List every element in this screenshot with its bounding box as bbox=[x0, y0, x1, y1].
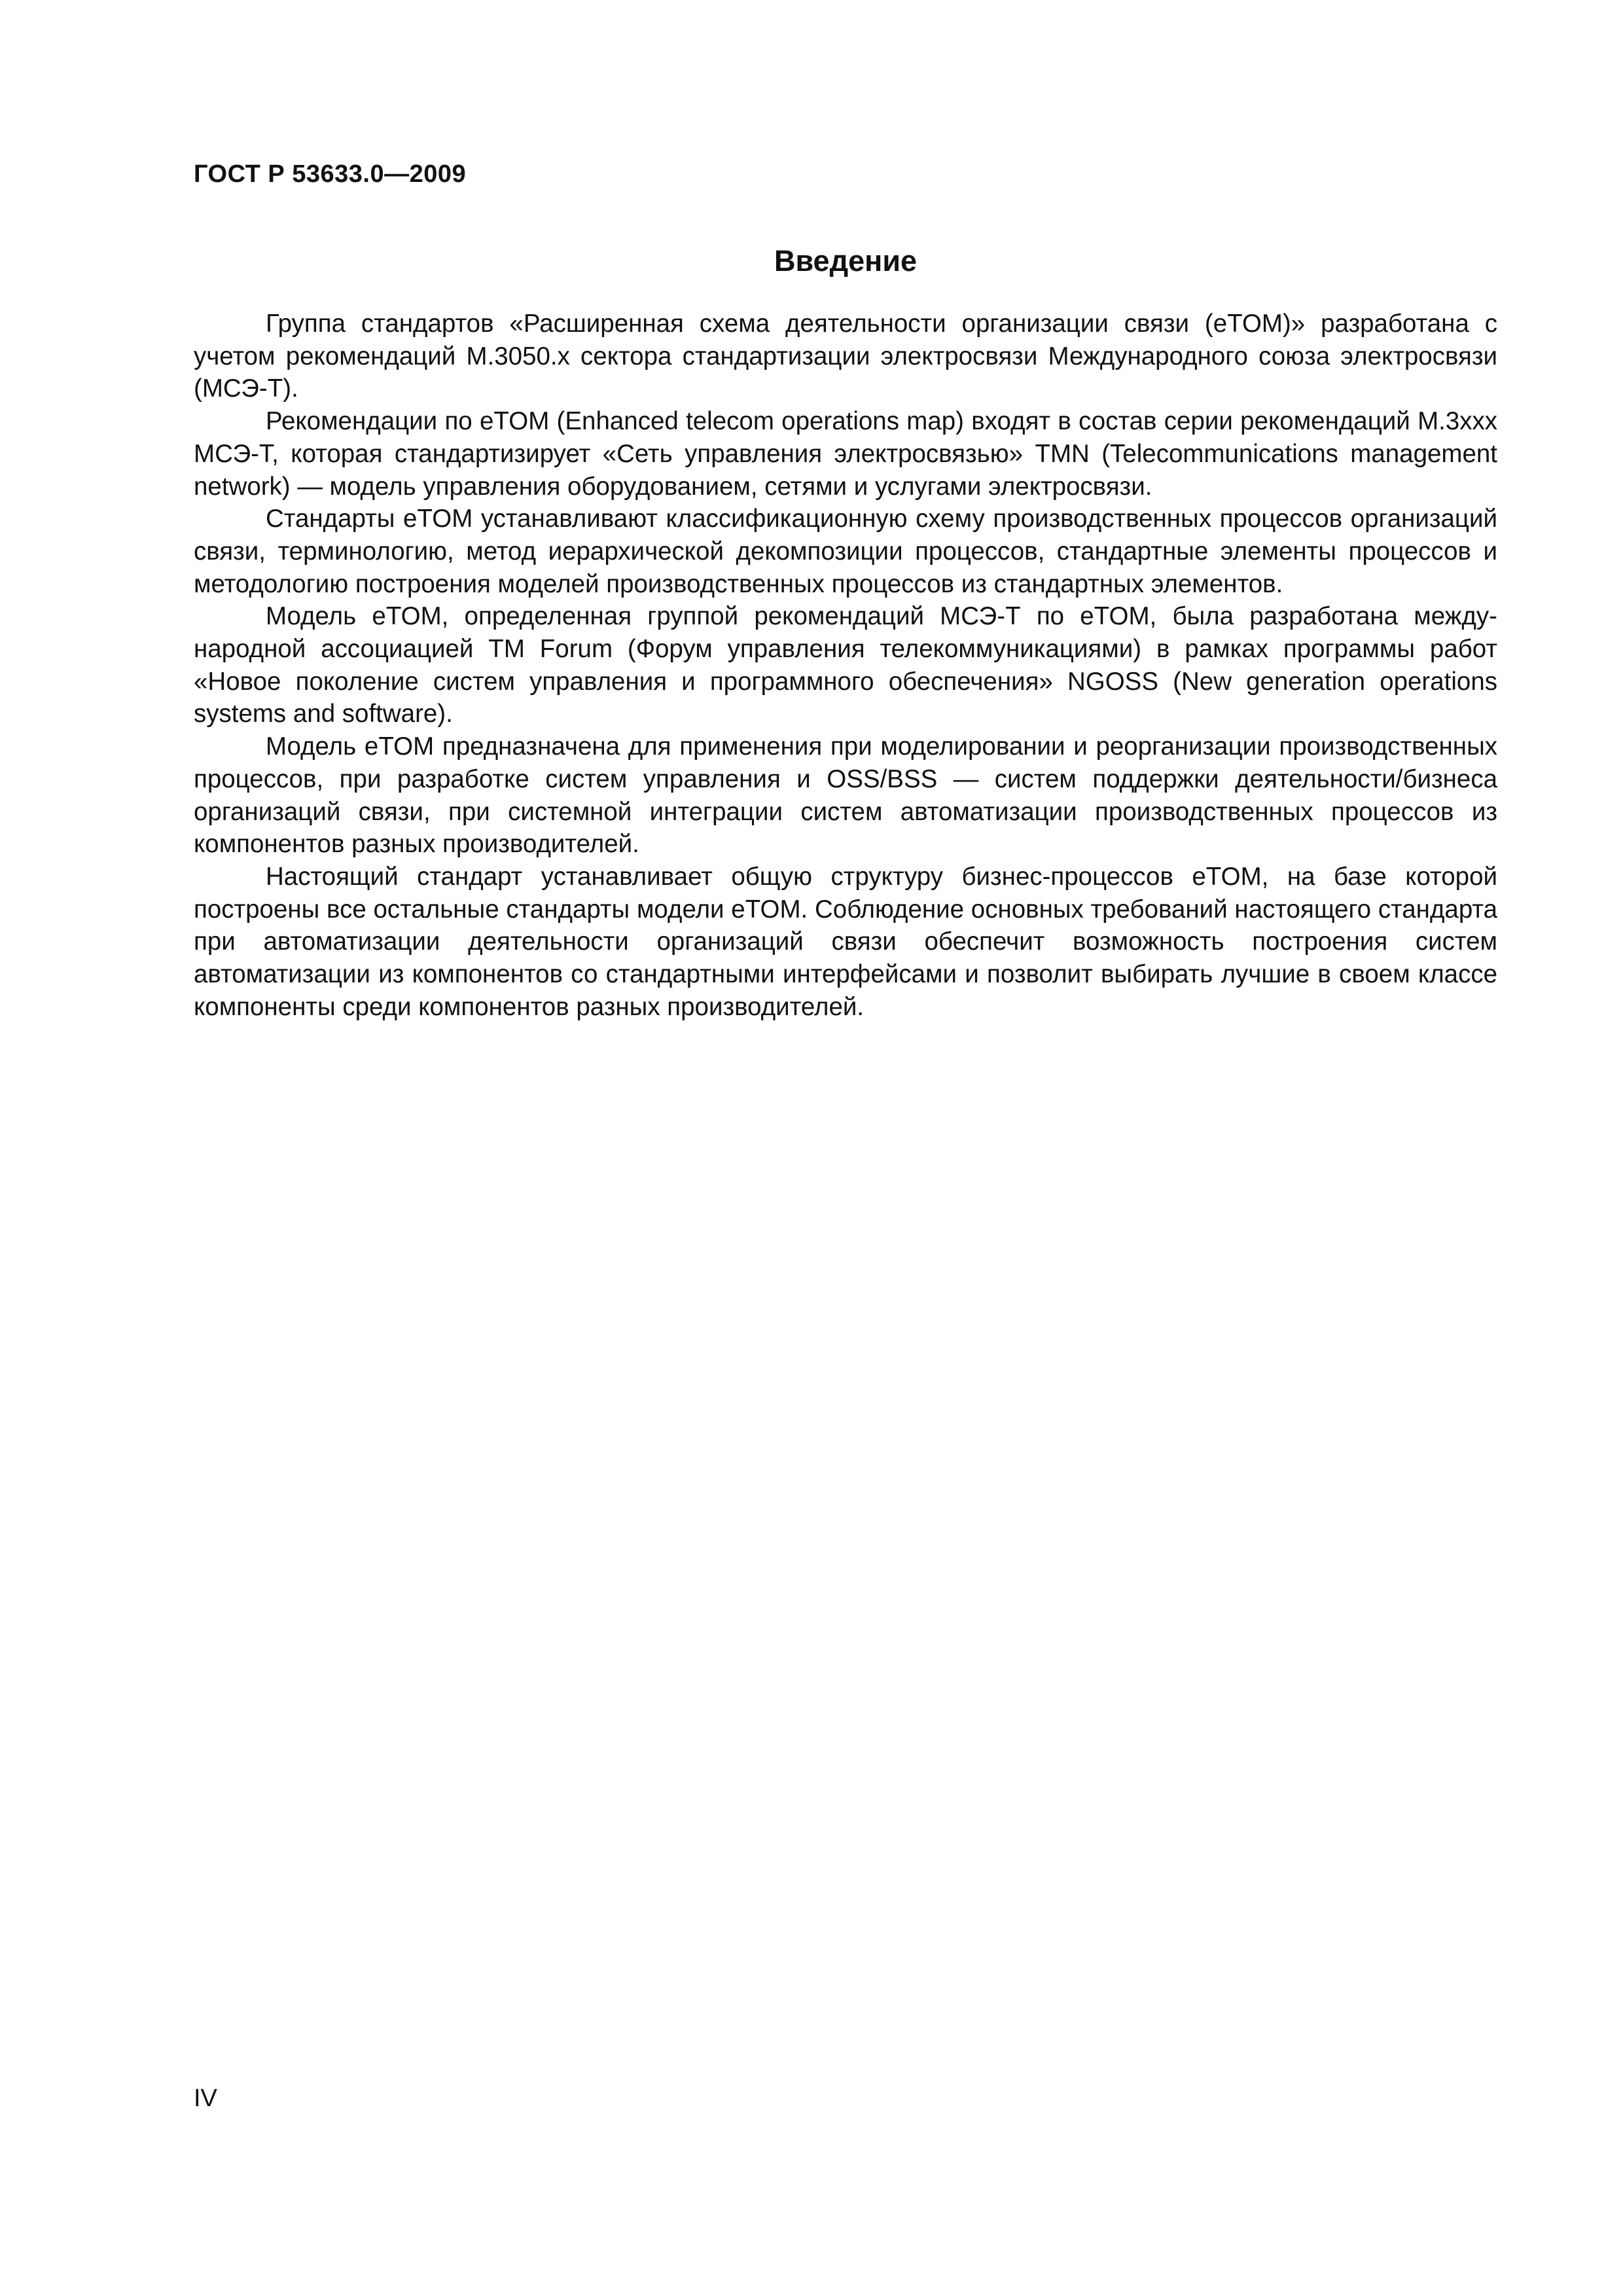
paragraph-3: Стандарты eTOM устанавливают классификационную схему производственных процессов организаций связи, терминологию, метод иерархической декомпозиции процессов, стандартные элементы процессов и методологию построения моделей производственных процессов из стандартных элементов. bbox=[194, 505, 1497, 598]
paragraph-6: Настоящий стандарт устанавливает общую структуру бизнес-процессов eTOM, на базе которой построены все остальные стандарты модели eTOM. Соблюдение основных требований настоящего стандарта при автоматизации деятельности организаций связи обеспечит возможность построения систем автоматизации из компонентов со стандартными интерфейсами и позволит выбирать лучшие в своем классе компоненты среди компонентов разных производителей. bbox=[194, 862, 1497, 1021]
paragraph-4: Модель eTOM, определенная группой рекомендаций МСЭ-Т по eTOM, была разработана международной ассоциацией TM Forum (Форум управления телекоммуникациями) в рамках программы работ «Новое поколение систем управления и программного обеспечения» NGOSS (New generation operations systems and software). bbox=[194, 602, 1497, 728]
section-title: Введение bbox=[774, 244, 918, 278]
paragraph-5: Модель eTOM предназначена для применения при моделировании и реорганизации производственных процессов, при разработке систем управления и OSS/BSS — систем поддержки деятельности/бизнеса организаций связи, при системной интеграции систем автоматизации производственных процессов из компонентов разных производителей. bbox=[194, 732, 1497, 859]
introduction-body bbox=[194, 308, 1497, 1023]
paragraph-2: Рекомендации по eTOM (Enhanced telecom operations map) входят в состав серии рекомендаций М.3xxx МСЭ-Т, которая стандартизирует «Сеть управления электросвязью» TMN (Telecommunications management network) — модель управления оборудованием, сетями и услугами электросвязи. bbox=[194, 407, 1497, 501]
page-number: IV bbox=[194, 2085, 217, 2112]
paragraph-1: Группа стандартов «Расширенная схема деятельности организации связи (eTOM)» разработана с учетом рекомендаций М.3050.x сектора стандартизации электросвязи Международного союза электросвязи (МСЭ-Т). bbox=[194, 310, 1497, 403]
document-header-standard-id: ГОСТ Р 53633.0—2009 bbox=[194, 160, 467, 188]
